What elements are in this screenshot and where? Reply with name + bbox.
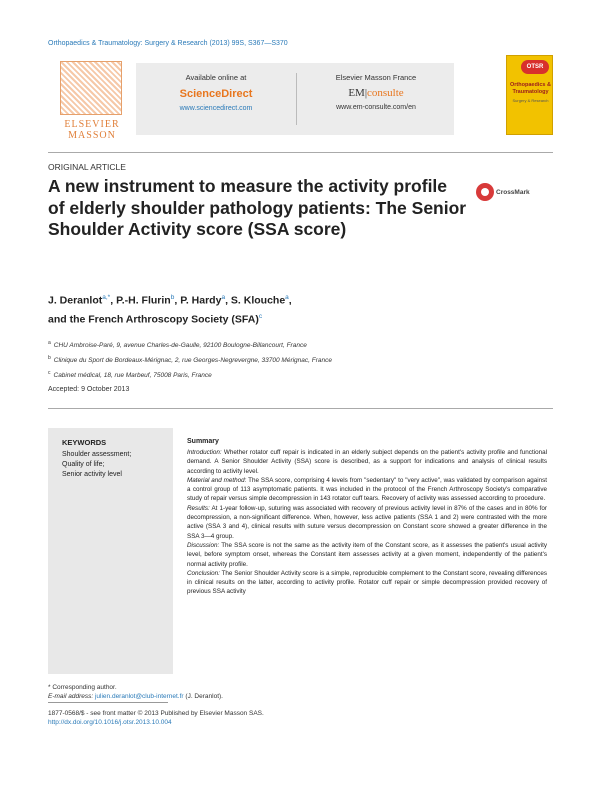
otsr-logo: OTSR [521, 60, 549, 74]
keywords-heading: KEYWORDS [62, 438, 107, 447]
header-rule [48, 152, 553, 153]
keyword: Shoulder assessment; [62, 451, 132, 458]
doi-link[interactable]: http://dx.doi.org/10.1016/j.otsr.2013.10.004 [48, 719, 172, 726]
article-type: ORIGINAL ARTICLE [48, 162, 126, 172]
journal-cover [506, 55, 553, 135]
email-link[interactable]: julien.deranlot@club-internet.fr [94, 693, 184, 700]
sciencedirect-block [136, 73, 296, 112]
crossmark-icon [476, 183, 494, 201]
author-affil-link[interactable]: c [258, 312, 263, 320]
crossmark-label: CrossMark [496, 188, 530, 196]
affiliation: $^c$ Cabinet médical, 18, rue Marbeuf, 75008 Paris, France [48, 370, 212, 380]
summary-heading: Summary [187, 438, 219, 445]
affiliations [48, 337, 548, 382]
cover-subtitle: Surgery & Research [512, 98, 549, 103]
copyright-block [48, 709, 448, 727]
author-affil-link[interactable]: a [221, 294, 226, 301]
elsevier-wordmark: ELSEVIER MASSON [64, 119, 120, 141]
panel-divider [296, 73, 297, 125]
elsevier-tree-icon [60, 61, 122, 115]
footer-rule [48, 702, 168, 703]
emconsulte-link[interactable]: www.em-consulte.com/en [336, 104, 416, 111]
abstract-rule [48, 408, 553, 409]
abstract-paragraph: Results: At 1-year follow-up, suturing was associated with recovery of previous activity level in 87% of the cases and in 80% for decompression, a non-significant difference. When, however, less active patients (SSA 1 and 2) were contrasted with the more active (SSA 3 and 4), clinical results with suture versus decompression on Constant score showed a greater difference in the SSA 3—4 group. [187, 504, 547, 540]
affiliation: $^b$ Clinique du Sport de Bordeaux-Mérignac, 2, rue Georges-Negrevergne, 33700 Mérignac, France [48, 355, 332, 365]
author-affil-link[interactable]: a [285, 294, 289, 301]
header-band [48, 55, 553, 147]
sciencedirect-logo[interactable]: ScienceDirect [179, 88, 253, 100]
keyword: Senior activity level [62, 471, 122, 478]
author: P.-H. Flurin [116, 294, 171, 307]
cover-title: Orthopaedics & Traumatology [510, 82, 551, 95]
article-title: A new instrument to measure the activity profile of elderly shoulder pathology patients: The Senior Shoulder Activity score (SSA score) [48, 176, 467, 239]
issn-line: 1877-0568/$ - see front matter © 2013 Published by Elsevier Masson SAS. [48, 710, 264, 717]
corresponding-author-note: * Corresponding author. [48, 684, 117, 691]
abstract-panel [173, 428, 553, 674]
sciencedirect-link[interactable]: www.sciencedirect.com [179, 105, 253, 112]
author-affil-link[interactable]: a,* [102, 294, 111, 301]
author: J. Deranlot [48, 294, 103, 307]
keyword: Quality of life; [62, 461, 105, 468]
available-online-text: Available online at [185, 73, 247, 82]
abstract-text [187, 448, 547, 597]
email-note: E-mail address: julien.deranlot@club-internet.fr (J. Deranlot). [48, 693, 223, 700]
abstract-paragraph: Material and method: The SSA score, comprising 4 levels from "sedentary" to "very active", was validated by comparison against a control group of 113 asymptomatic patients. It was included in the protocol of the French Arthroscopy Society's comparative study of repair versus simple decompression in 143 rotator cuff tears. Recovery of activity was assessed according to procedure. [187, 476, 547, 503]
abstract-paragraph: Conclusion: The Senior Shoulder Activity score is a simple, reproducible complement to the Constant score, revealing differences in clinical results on the latter, according to activity profile. Rotator cuff repair or simple decompression provided recovery of previous SSA activity [187, 569, 547, 596]
emconsulte-block [298, 73, 454, 111]
keywords-panel [48, 428, 173, 674]
abstract-paragraph: Introduction: Whether rotator cuff repair is indicated in an elderly subject depends on the patient's activity profile and functional demand. A Senior Shoulder Activity (SSA) score is described, as a support for indications and analysis of clinical results according to activity level. [187, 449, 547, 475]
elsevier-logo [48, 55, 136, 147]
author-list: J. Deranlot$^{a,*}$, P.-H. Flurin$^b$, P. Hardy$^a$, S. Klouche$^a$, and the French Arthroscopy Society (SFA)$^c$ [48, 294, 292, 325]
author-group: and the French Arthroscopy Society (SFA) [48, 313, 259, 325]
affiliation: $^a$ CHU Ambroise-Paré, 9, avenue Charles-de-Gaulle, 92100 Boulogne-Billancourt, France [48, 340, 307, 350]
author-affil-link[interactable]: b [170, 294, 175, 301]
publisher-name: Elsevier Masson France [335, 73, 417, 82]
author: P. Hardy [180, 294, 222, 307]
abstract-paragraph: Discussion: The SSA score is not the same as the activity item of the Constant score, as it assesses the patient's usual activity level, before symptom onset, whereas the Constant item assesses activity at a given moment, independently of the patient's normal activity profile. [187, 541, 547, 568]
availability-panel [136, 63, 454, 135]
author: S. Klouche [230, 294, 286, 307]
accepted-date: Accepted: 9 October 2013 [48, 386, 130, 393]
crossmark-button[interactable] [476, 183, 530, 201]
journal-citation[interactable]: Orthopaedics & Traumatology: Surgery & Research (2013) 99S, S367—S370 [48, 40, 288, 47]
keywords-list [62, 450, 131, 480]
emconsulte-logo[interactable]: EM|consulte [348, 87, 404, 99]
